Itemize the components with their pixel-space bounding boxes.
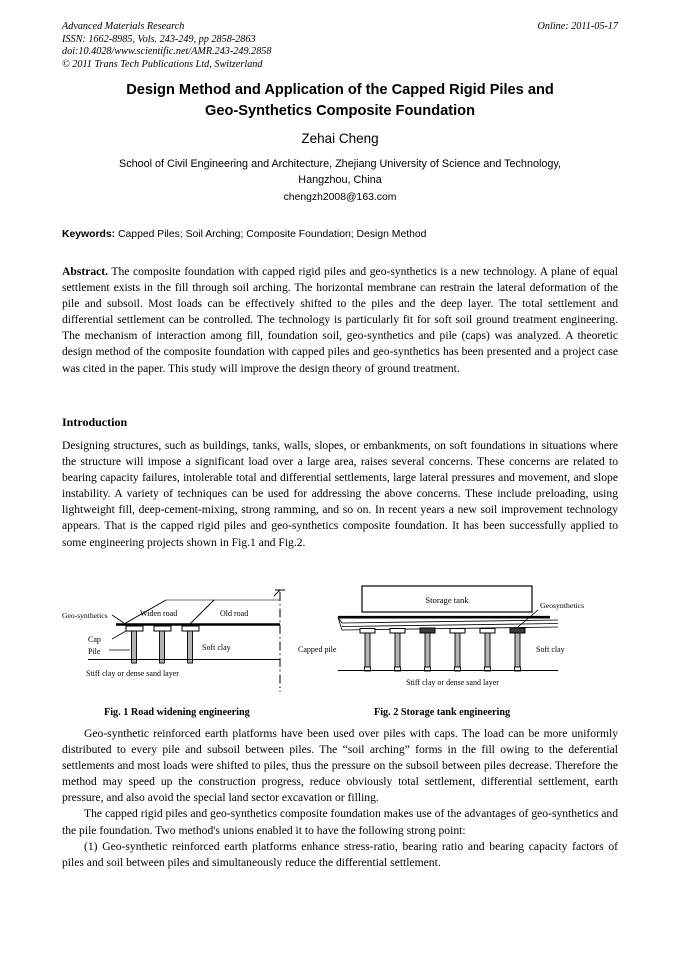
abstract-block bbox=[62, 264, 618, 377]
author-email: chengzh2008@163.com bbox=[283, 192, 397, 203]
figures-row bbox=[0, 584, 678, 714]
figure-2-caption: Fig. 2 Storage tank engineering bbox=[374, 707, 511, 718]
figure-1-label-old-road: Old road bbox=[220, 609, 249, 618]
author-name: Zehai Cheng bbox=[301, 131, 379, 146]
online-date: Online: 2011-05-17 bbox=[537, 21, 618, 32]
body-paragraph-2: The capped rigid piles and geo-synthetics composite foundation makes use of the advantages of geo-synthetics and the pile foundation. Two method's unions enabled it to have the following strong point: bbox=[62, 807, 618, 837]
introduction-paragraph: Designing structures, such as buildings, tanks, walls, slopes, or embankments, on soft foundations in situations where the structure will impose a significant load over a large area, raises several concerns. These concerns are related to bearing capacity failures, intolerable total and differential settlements, large lateral pressures and movement, and slope instability. A variety of techniques can be used for addressing the above concerns. These include preloading, using lightweight fill, deep-cement-mixing, strong ramming, and so on. In recent years a new soil improvement technology appears. That is the capped rigid piles and geo-synthetics composite foundation. It has been successfully applied to some engineering projects shown in Fig.1 and Fig.2. bbox=[62, 439, 618, 549]
body-paragraph-1: Geo-synthetic reinforced earth platforms have been used over piles with caps. The load can be more uniformly distributed to every pile and subsoil between piles. The “soil arching” forms in the fill owing to the deferential settlements and most loads were shifted to piles, thus the pressure on the subsoil between piles decrease. Therefore the method may speed up the construction progress, reduce obviously total settlement, differential settlement, earth pressure, and also avoid the special land sector excavation or filling. bbox=[62, 727, 618, 805]
figure-2-label-stiff-layer: Stiff clay or dense sand layer bbox=[406, 678, 499, 687]
journal-doi: doi:10.4028/www.scientific.net/AMR.243-249.2858 bbox=[62, 46, 272, 58]
section-heading-introduction: Introduction bbox=[62, 415, 128, 429]
figure-1-label-stiff-layer: Stiff clay or dense sand layer bbox=[86, 669, 179, 678]
page-title bbox=[62, 80, 618, 122]
author-affiliation bbox=[62, 157, 618, 188]
figure-2 bbox=[298, 584, 620, 694]
figure-2-label-geosynthetics: Geosynthetics bbox=[540, 601, 585, 610]
journal-name: Advanced Materials Research bbox=[62, 21, 185, 32]
title-line-2: Geo-Synthetics Composite Foundation bbox=[205, 103, 475, 119]
figure-1-caption: Fig. 1 Road widening engineering bbox=[104, 707, 250, 718]
figure-1-label-widen-road: Widen road bbox=[140, 609, 178, 618]
keywords-value: Capped Piles; Soil Arching; Composite Foundation; Design Method bbox=[115, 229, 427, 240]
title-line-1: Design Method and Application of the Capped Rigid Piles and bbox=[126, 82, 554, 98]
affiliation-line-2: Hangzhou, China bbox=[298, 173, 382, 186]
figure-1-label-pile: Pile bbox=[88, 647, 101, 656]
figure-captions bbox=[0, 706, 678, 722]
figure-2-drawing bbox=[298, 584, 620, 699]
abstract-text: The composite foundation with capped rigid piles and geo-synthetics is a new technology. A plane of equal settlement exists in the fill through soil arching. The horizontal membrane can restrain the lateral deformation of the pile and subsoil. Most loads can be effectively shifted to the piles and the deep layer. The total settlement and differential settlement can be controlled. The technology is particularly fit for soft soil ground treatment engineering. The mechanism of interaction among fill, foundation soil, geo-synthetics and pile (caps) was analyzed. A theoretic design method of the composite foundation with capped piles and geo-synthetics has been presented and a project case was cited in the paper. This study will improve the design theory of ground treatment. bbox=[62, 265, 618, 375]
figure-2-label-capped-pile: Capped pile bbox=[298, 645, 337, 654]
affiliation-line-1: School of Civil Engineering and Architecture, Zhejiang University of Science and Technology, bbox=[119, 158, 561, 170]
figure-1-label-cap: Cap bbox=[88, 635, 101, 644]
abstract-label: Abstract. bbox=[62, 265, 109, 278]
figure-1-label-geosynthetics: Geo-synthetics bbox=[62, 611, 108, 620]
journal-issn: ISSN: 1662-8985, Vols. 243-249, pp 2858-2863 bbox=[62, 33, 256, 45]
figure-2-label-storage-tank: Storage tank bbox=[425, 595, 469, 605]
figure-1-drawing bbox=[62, 584, 342, 699]
keywords-label: Keywords: bbox=[62, 229, 116, 240]
figure-1-label-soft-clay: Soft clay bbox=[202, 643, 231, 652]
figure-2-label-soft-clay: Soft clay bbox=[536, 645, 565, 654]
body-paragraph-3: (1) Geo-synthetic reinforced earth platforms enhance stress-ratio, bearing ratio and bearing capacity factors of piles and soil between piles and simultaneously reduce the differential settlement. bbox=[62, 839, 618, 869]
keywords-line bbox=[62, 228, 618, 242]
journal-copyright: © 2011 Trans Tech Publications Ltd, Switzerland bbox=[62, 58, 263, 70]
journal-header bbox=[62, 21, 618, 71]
figure-1 bbox=[62, 584, 342, 694]
body-text-block bbox=[62, 726, 618, 871]
